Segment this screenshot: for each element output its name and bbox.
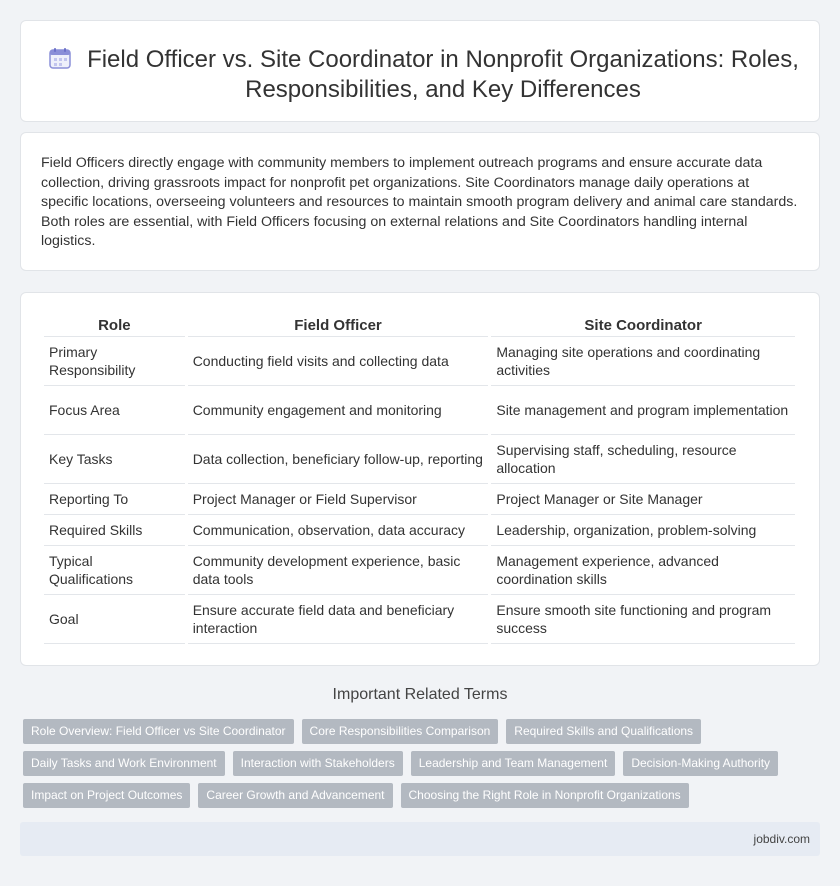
tag-role-overview[interactable]: Role Overview: Field Officer vs Site Coordinator xyxy=(23,719,294,744)
site-coordinator-cell: Site management and program implementation xyxy=(491,386,795,435)
site-coordinator-cell: Project Manager or Site Manager xyxy=(491,484,795,515)
footer xyxy=(20,822,820,856)
related-terms-heading: Important Related Terms xyxy=(332,686,508,703)
tag-leadership[interactable]: Leadership and Team Management xyxy=(411,751,616,776)
row-label: Primary Responsibility xyxy=(44,337,185,386)
tag-career-growth[interactable]: Career Growth and Advancement xyxy=(198,783,392,808)
header-site-coordinator: Site Coordinator xyxy=(491,315,795,337)
intro-card xyxy=(20,132,820,271)
site-coordinator-cell: Ensure smooth site functioning and program success xyxy=(491,595,795,644)
page-title: Field Officer vs. Site Coordinator in Nonprofit Organizations: Roles, Responsibilities, and Key Differences xyxy=(87,46,799,103)
field-officer-cell: Conducting field visits and collecting data xyxy=(188,337,489,386)
comparison-card xyxy=(20,292,820,666)
table-row xyxy=(44,546,795,595)
table-row xyxy=(44,386,795,435)
table-row xyxy=(44,337,795,386)
tag-choosing-role[interactable]: Choosing the Right Role in Nonprofit Organizations xyxy=(401,783,689,808)
header-role: Role xyxy=(44,315,185,337)
row-label: Required Skills xyxy=(44,515,185,546)
row-label: Goal xyxy=(44,595,185,644)
row-label: Focus Area xyxy=(44,386,185,435)
tag-impact[interactable]: Impact on Project Outcomes xyxy=(23,783,190,808)
calendar-icon xyxy=(49,47,71,69)
intro-paragraph: Field Officers directly engage with community members to implement outreach programs and ensure accurate data collection, driving grassroots impact for nonprofit pet organizations. Site Coordinators manage daily operations at specific locations, overseeing volunteers and resources to maintain smooth program delivery and animal care standards. Both roles are essential, with Field Officers focusing on external relations and Site Coordinators handling internal logistics. xyxy=(41,155,798,249)
related-terms-list xyxy=(23,719,803,815)
row-label: Typical Qualifications xyxy=(44,546,185,595)
field-officer-cell: Data collection, beneficiary follow-up, reporting xyxy=(188,435,489,484)
table-row xyxy=(44,435,795,484)
tag-row xyxy=(23,719,803,744)
header-field-officer: Field Officer xyxy=(188,315,489,337)
table-row xyxy=(44,515,795,546)
title-card xyxy=(20,20,820,122)
field-officer-cell: Communication, observation, data accuracy xyxy=(188,515,489,546)
table-row xyxy=(44,595,795,644)
tag-row xyxy=(23,783,803,808)
row-label: Key Tasks xyxy=(44,435,185,484)
footer-site-link[interactable]: jobdiv.com xyxy=(753,832,810,846)
table-header-row xyxy=(44,315,795,337)
field-officer-cell: Community engagement and monitoring xyxy=(188,386,489,435)
field-officer-cell: Project Manager or Field Supervisor xyxy=(188,484,489,515)
tag-decision-making[interactable]: Decision-Making Authority xyxy=(623,751,778,776)
site-coordinator-cell: Supervising staff, scheduling, resource allocation xyxy=(491,435,795,484)
tag-core-responsibilities[interactable]: Core Responsibilities Comparison xyxy=(302,719,499,744)
site-coordinator-cell: Managing site operations and coordinating activities xyxy=(491,337,795,386)
tag-row xyxy=(23,751,803,776)
site-coordinator-cell: Management experience, advanced coordination skills xyxy=(491,546,795,595)
tag-required-skills[interactable]: Required Skills and Qualifications xyxy=(506,719,701,744)
tag-stakeholders[interactable]: Interaction with Stakeholders xyxy=(233,751,403,776)
row-label: Reporting To xyxy=(44,484,185,515)
field-officer-cell: Community development experience, basic data tools xyxy=(188,546,489,595)
table-row xyxy=(44,484,795,515)
field-officer-cell: Ensure accurate field data and beneficiary interaction xyxy=(188,595,489,644)
site-coordinator-cell: Leadership, organization, problem-solving xyxy=(491,515,795,546)
tag-daily-tasks[interactable]: Daily Tasks and Work Environment xyxy=(23,751,225,776)
comparison-table xyxy=(41,315,798,644)
